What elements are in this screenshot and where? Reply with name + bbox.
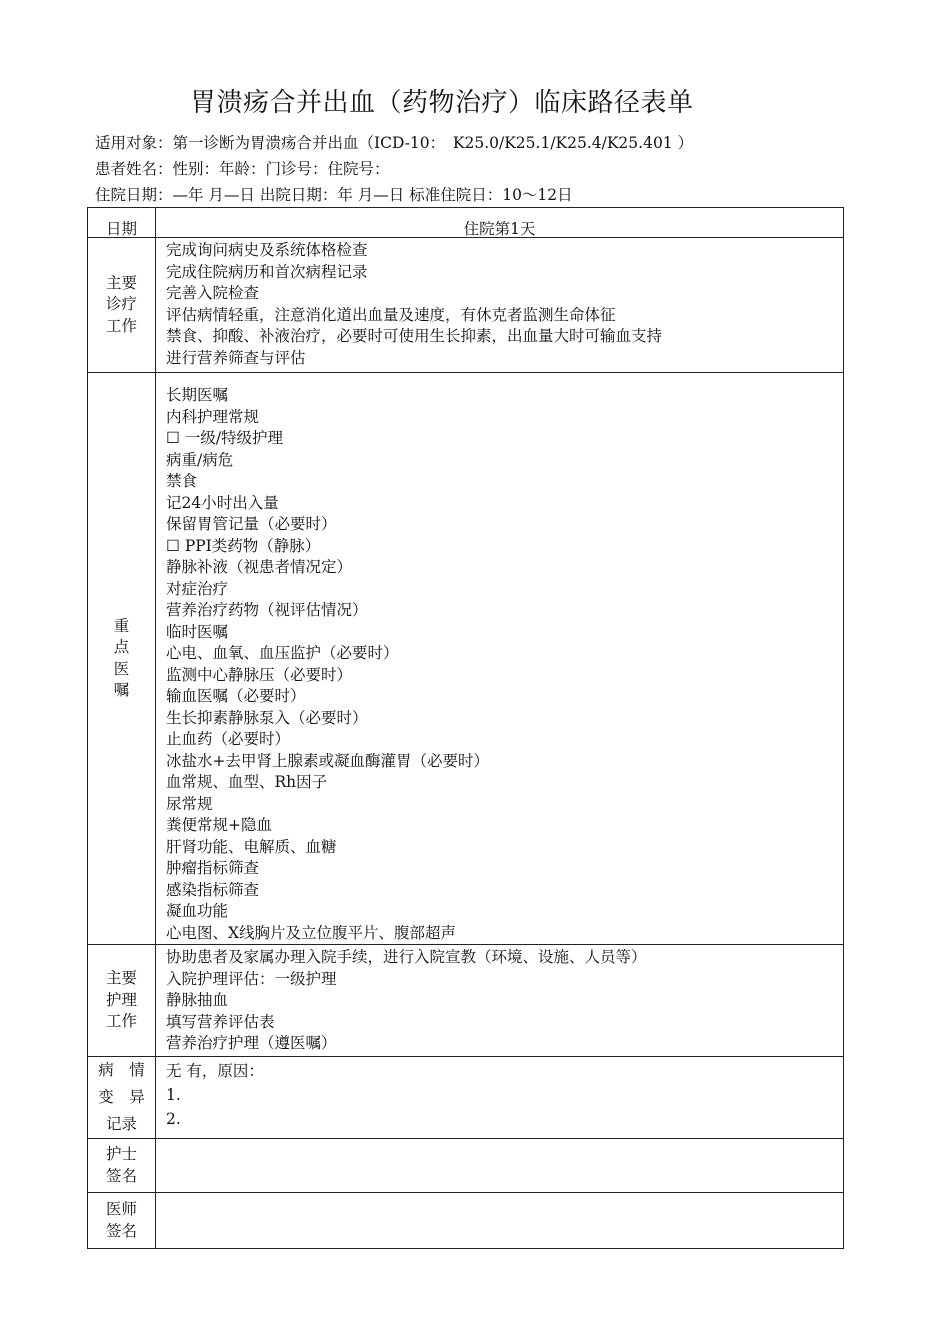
list-item: 粪便常规+隐血 — [166, 816, 272, 834]
nurse-signature-label: 护士 签名 — [88, 1139, 156, 1193]
list-item: 血常规、血型、Rh因子 — [166, 773, 328, 791]
applicable-target: 适用对象：第一诊断为胃溃疡合并出血（ICD-10： K25.0/K25.1/K25.4/K25.401 ） — [95, 134, 694, 152]
list-item: 静脉抽血 — [166, 991, 229, 1009]
list-item: ☐ 一级/特级护理 — [166, 429, 284, 447]
page-title: 胃溃疡合并出血（药物治疗）临床路径表单 — [190, 88, 694, 118]
list-item: 保留胃管记量（必要时） — [166, 515, 337, 533]
date-label: 日期 — [88, 208, 156, 238]
table-row — [88, 208, 844, 238]
list-item: 肝肾功能、电解质、血糖 — [166, 837, 337, 856]
list-item: 无 有，原因： — [166, 1062, 264, 1080]
main-work-content — [156, 238, 844, 373]
list-item: 心电图、X线胸片及立位腹平片、腹部超声 — [166, 923, 457, 942]
list-item: 禁食 — [166, 472, 198, 490]
list-item: 肿瘤指标筛查 — [166, 859, 260, 877]
list-item: 长期医嘱 — [166, 386, 229, 404]
list-item: 营养治疗护理（遵医嘱） — [166, 1034, 337, 1052]
list-item: 填写营养评估表 — [166, 1012, 275, 1031]
day-header: 住院第1天 — [156, 208, 844, 238]
nursing-label: 主要 护理 工作 — [88, 945, 156, 1057]
list-item: 协助患者及家属办理入院手续，进行入院宣教（环境、设施、人员等） — [166, 948, 647, 966]
doctor-signature-field[interactable] — [156, 1193, 844, 1249]
variation-label: 病 情 变 异 记录 — [88, 1057, 156, 1139]
list-item: 评估病情轻重，注意消化道出血量及速度，有休克者监测生命体征 — [166, 305, 616, 324]
list-item: 凝血功能 — [166, 902, 229, 920]
list-item: 病重/病危 — [166, 450, 234, 469]
list-item: 入院护理评估：一级护理 — [166, 969, 337, 988]
admission-dates: 住院日期：—年 月—日 出院日期：年 月—日 标准住院日：10〜12日 — [95, 186, 573, 204]
nursing-content — [156, 945, 844, 1057]
table-row — [88, 238, 844, 373]
list-item: 1. — [166, 1086, 181, 1104]
doctor-signature-label: 医师 签名 — [88, 1193, 156, 1249]
list-item: ☐ PPI类药物（静脉） — [166, 536, 321, 555]
list-item: 记24小时出入量 — [166, 493, 279, 512]
list-item: 完成询问病史及系统体格检查 — [166, 241, 368, 259]
list-item: 营养治疗药物（视评估情况） — [166, 601, 368, 619]
table-row — [88, 945, 844, 1057]
list-item: 止血药（必要时） — [166, 730, 291, 748]
list-item: 冰盐水+去甲肾上腺素或凝血酶灌胃（必要时） — [166, 751, 489, 770]
clinical-pathway-table — [87, 207, 844, 1249]
list-item: 心电、血氧、血压监护（必要时） — [166, 644, 399, 662]
list-item: 静脉补液（视患者情况定） — [166, 558, 353, 576]
patient-info: 患者姓名：性别：年龄：门诊号：住院号： — [95, 160, 390, 178]
list-item: 临时医嘱 — [166, 622, 229, 641]
main-work-label: 主要 诊疗 工作 — [88, 238, 156, 373]
variation-content — [156, 1057, 844, 1139]
list-item: 对症治疗 — [166, 579, 229, 598]
list-item: 完善入院检查 — [166, 284, 260, 302]
list-item: 2. — [166, 1110, 181, 1128]
list-item: 尿常规 — [166, 794, 213, 813]
table-row — [88, 1139, 844, 1193]
list-item: 禁食、抑酸、补液治疗，必要时可使用生长抑素，出血量大时可输血支持 — [166, 327, 663, 345]
table-row — [88, 1193, 844, 1249]
list-item: 感染指标筛查 — [166, 880, 260, 899]
list-item: 输血医嘱（必要时） — [166, 687, 306, 705]
nurse-signature-field[interactable] — [156, 1139, 844, 1193]
list-item: 完成住院病历和首次病程记录 — [166, 262, 368, 281]
list-item: 内科护理常规 — [166, 407, 260, 426]
key-orders-label: 重 点 医 嘱 — [88, 373, 156, 945]
list-item: 监测中心静脉压（必要时） — [166, 665, 353, 684]
key-orders-content — [156, 373, 844, 945]
table-row — [88, 373, 844, 945]
list-item: 进行营养筛查与评估 — [166, 348, 306, 367]
list-item: 生长抑素静脉泵入（必要时） — [166, 708, 368, 727]
table-row — [88, 1057, 844, 1139]
